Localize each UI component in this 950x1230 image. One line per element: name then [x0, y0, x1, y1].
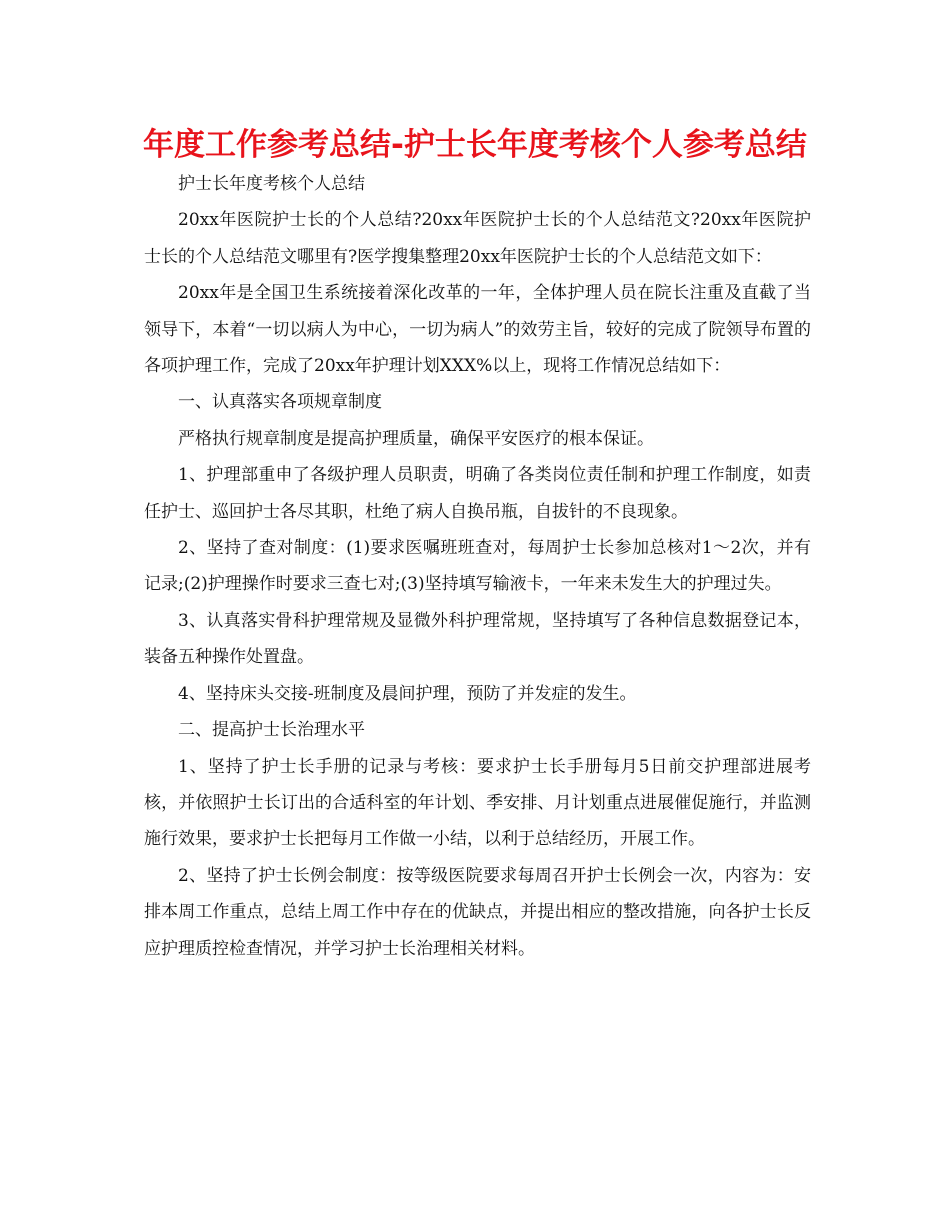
- body-paragraph: 1、护理部重申了各级护理人员职责，明确了各类岗位责任制和护理工作制度，如责任护士、巡回护士各尽其职，杜绝了病人自换吊瓶，自拔针的不良现象。: [144, 465, 811, 522]
- body-paragraph: 2、坚持了护士长例会制度：按等级医院要求每周召开护士长例会一次，内容为：安排本周工作重点，总结上周工作中存在的优缺点，并提出相应的整改措施，向各护士长反应护理质控检查情况，并学习护士长治理相关材料。: [144, 865, 811, 959]
- subtitle-paragraph: 护士长年度考核个人总结: [178, 174, 365, 194]
- body-paragraph: 20xx年是全国卫生系统接着深化改革的一年，全体护理人员在院长注重及直截了当领导下，本着“一切以病人为中心，一切为病人”的效劳主旨，较好的完成了院领导布置的各项护理工作，完成了20xx年护理计划XXX%以上，现将工作情况总结如下：: [144, 283, 811, 377]
- section-heading: 一、认真落实各项规章制度: [178, 392, 382, 413]
- section-heading: 二、提高护士长治理水平: [178, 720, 365, 741]
- body-paragraph: 3、认真落实骨科护理常规及显微外科护理常规，坚持填写了各种信息数据登记本，装备五种操作处置盘。: [144, 610, 811, 668]
- document-title: 年度工作参考总结-护士长年度考核个人参考总结: [143, 127, 807, 163]
- body-paragraph: 严格执行规章制度是提高护理质量，确保平安医疗的根本保证。: [178, 428, 654, 449]
- body-paragraph: 2、坚持了查对制度：(1)要求医嘱班班查对，每周护士长参加总核对1～2次，并有记录;(2)护理操作时要求三查七对;(3)坚持填写输液卡，一年来未发生大的护理过失。: [144, 538, 811, 595]
- body-paragraph: 4、坚持床头交接-班制度及晨间护理，预防了并发症的发生。: [178, 683, 637, 704]
- body-paragraph: 1、坚持了护士长手册的记录与考核：要求护士长手册每月5日前交护理部进展考核，并依照护士长订出的合适科室的年计划、季安排、月计划重点进展催促施行，并监测施行效果，要求护士长把每月工作做一小结，以利于总结经历，开展工作。: [144, 756, 811, 850]
- body-paragraph: 20xx年医院护士长的个人总结?20xx年医院护士长的个人总结范文?20xx年医院护士长的个人总结范文哪里有?医学搜集整理20xx年医院护士长的个人总结范文如下：: [144, 210, 811, 267]
- document-body: [144, 166, 811, 967]
